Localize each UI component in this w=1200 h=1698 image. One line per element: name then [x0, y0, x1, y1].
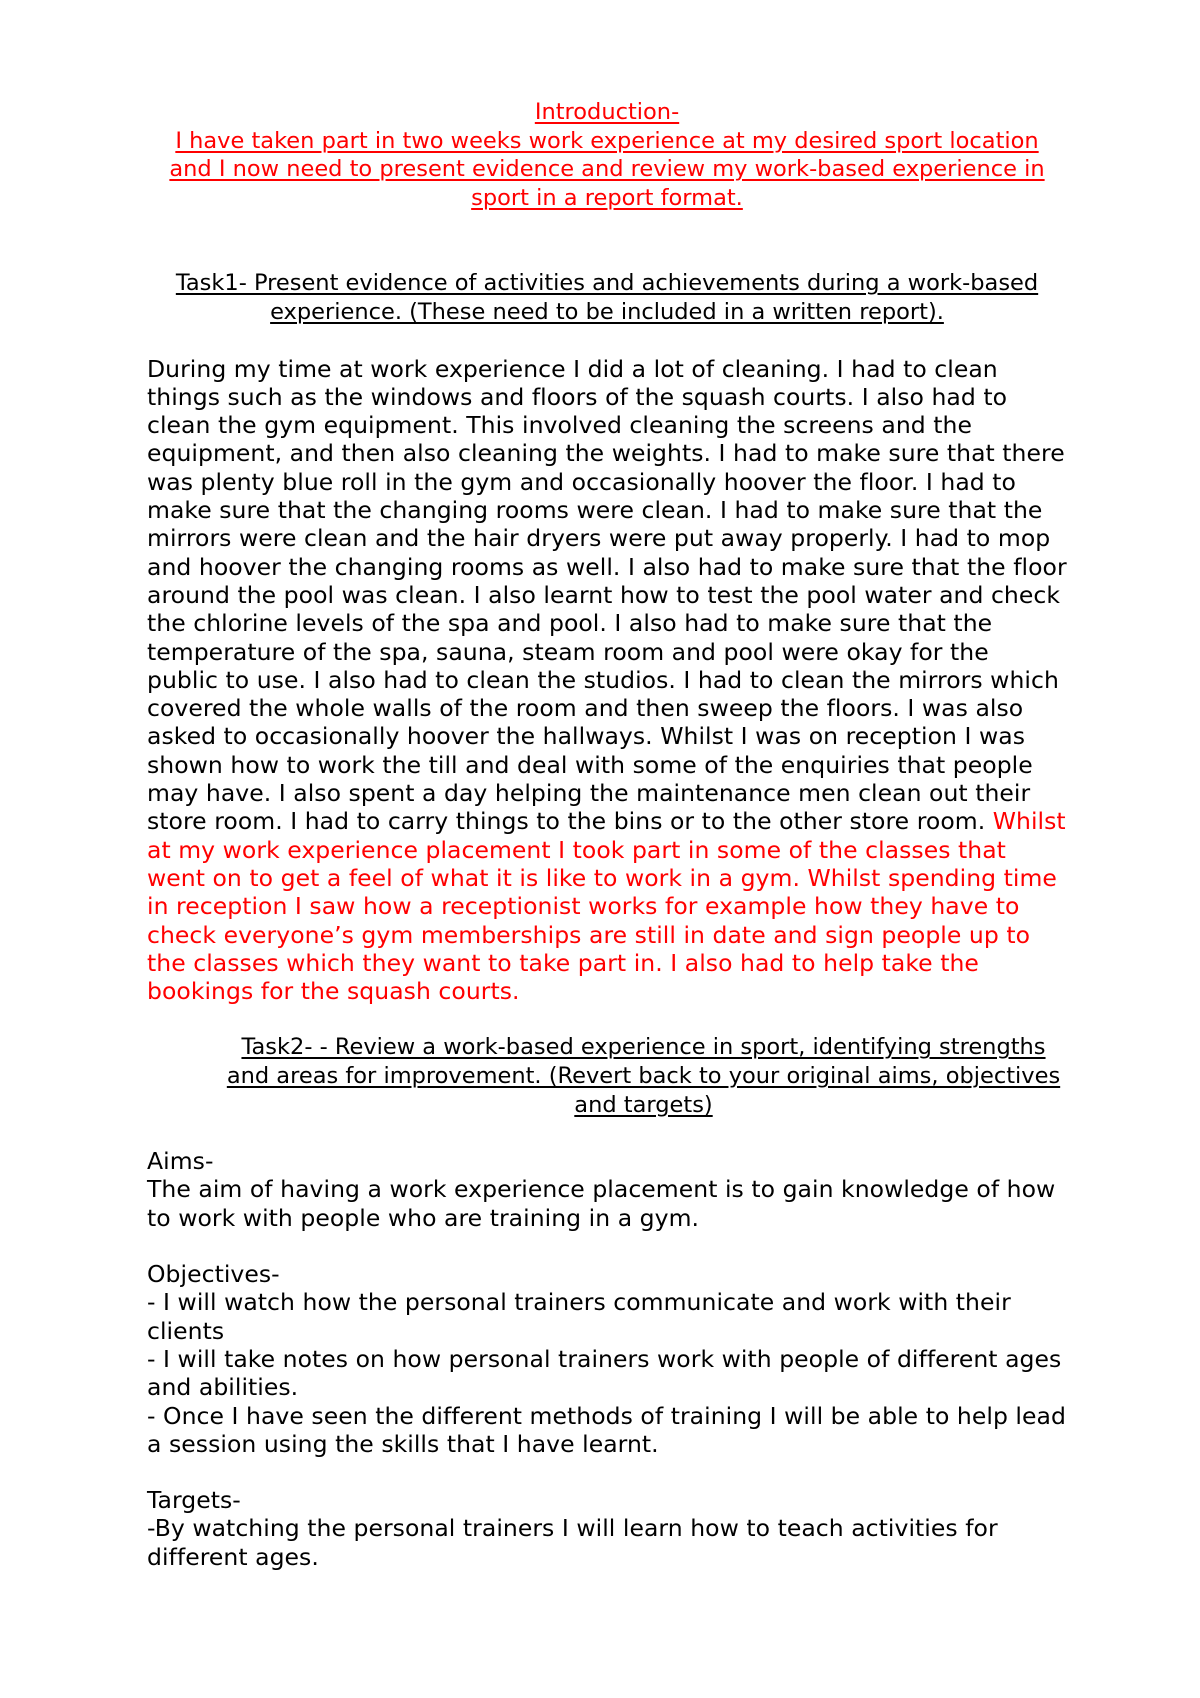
spacer [147, 1232, 1067, 1260]
aims-text: The aim of having a work experience placement is to gain knowledge of how to work with people who are training in a gym. [147, 1175, 1056, 1232]
aims-label: Aims- [147, 1147, 214, 1176]
target-item: -By watching the personal trainers I will learn how to teach activities for different ages. [147, 1514, 998, 1571]
task1-heading: Task1- Present evidence of activities and achievements during a work-based experience. (These need to be included in a written report). [175, 270, 1039, 325]
spacer [147, 1119, 1067, 1147]
intro-block [147, 98, 1067, 212]
objective-item: - I will take notes on how personal trainers work with people of different ages and abilities. [147, 1344, 1062, 1402]
task2-heading: Task2- - Review a work-based experience in sport, identifying strengths and areas for improvement. (Revert back to your original aims, objectives and targets) [226, 1034, 1061, 1118]
task1-body [147, 355, 1067, 1006]
spacer [147, 1005, 1067, 1033]
targets-label: Targets- [147, 1486, 241, 1515]
spacer [147, 212, 1067, 269]
objectives-label: Objectives- [147, 1260, 280, 1289]
task1-body-text: During my time at work experience I did a lot of cleaning. I had to clean things such as the windows and floors of the squash courts. I also had to clean the gym equipment. This involved cleaning the screens and the equipment, and then also cleaning the weights. I had to make sure that there was plenty blue roll in the gym and occasionally hoover the floor. I had to make sure that the changing rooms were clean. I had to make sure that the mirrors were clean and the hair dryers were put away properly. I had to mop and hoover the changing rooms as well. I also had to make sure that the floor around the pool was clean. I also learnt how to test the pool water and check the chlorine levels of the spa and pool. I also had to make sure that the temperature of the spa, sauna, steam room and pool were okay for the public to use. I also had to clean the studios. I had to clean the mirrors which covered the whole walls of the room and then sweep the floors. I was also asked to occasionally hoover the hallways. Whilst I was on reception I was shown how to work the till and deal with some of the enquiries that people may have. I also spent a day helping the maintenance men clean out their store room. I had to carry things to the bins or to the other store room. [147, 354, 1067, 836]
objective-item: - I will watch how the personal trainers communicate and work with their clients [147, 1288, 1011, 1345]
document-page [147, 98, 1067, 1571]
task1-body-highlight: Whilst at my work experience placement I took part in some of the classes that went on to get a feel of what it is like to work in a gym. Whilst spending time in reception I saw how a receptionist works for example how they have to check everyone’s gym memberships are still in date and sign people up to the classes which they want to take part in. I also had to help take the bookings for the squash courts. [147, 807, 1066, 1006]
intro-heading: Introduction- [534, 99, 680, 125]
spacer [147, 327, 1067, 355]
spacer [147, 1458, 1067, 1486]
intro-text: I have taken part in two weeks work experience at my desired sport location and I now need to present evidence and review my work-based experience in sport in a report format. [169, 127, 1045, 211]
objective-item: - Once I have seen the different methods of training I will be able to help lead a session using the skills that I have learnt. [147, 1401, 1066, 1458]
